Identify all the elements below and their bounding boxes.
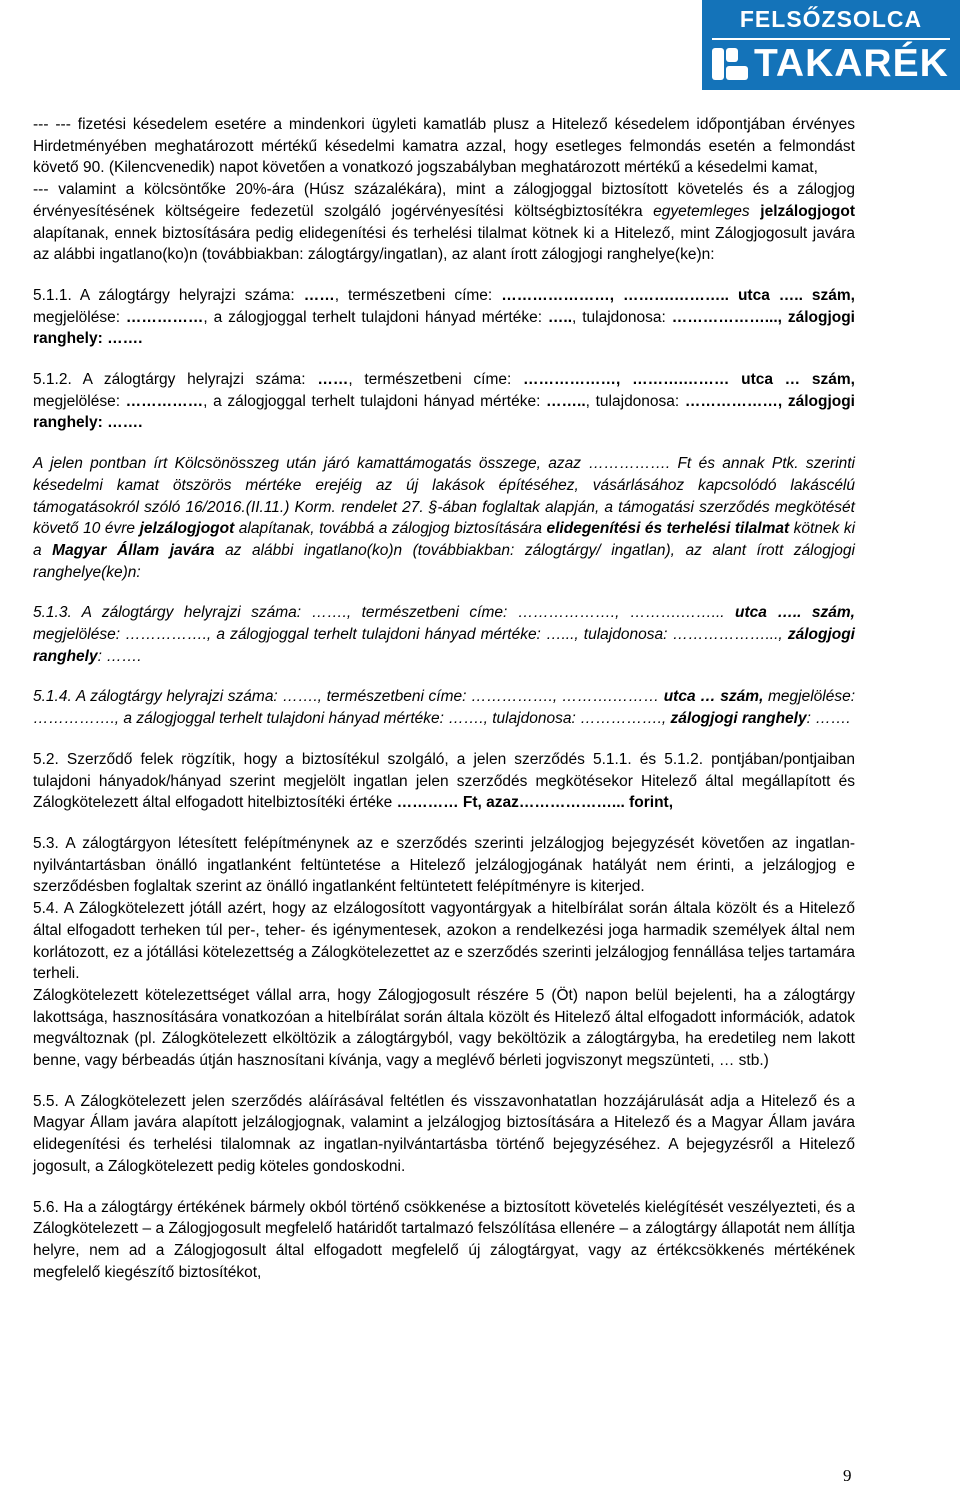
text-italic	[33, 688, 855, 727]
text-bold: ………… Ft, azaz………………... forint,	[396, 794, 674, 812]
text: : …….	[806, 710, 851, 728]
text: 5.1.3. A zálogtárgy helyrajzi száma: ……., természetbeni címe: ………………., ……….……...	[33, 604, 736, 622]
text-bold: ……..	[546, 392, 586, 410]
paragraph-5-1-4	[33, 686, 855, 729]
text: --- --- fizetési késedelem esetére a mindenkori ügyleti kamatláb plusz a Hitelező késedelem időpontjában érvényes Hirdetményében meghatározott mértékű késedelmi kamatra azzal, hogy esetleges felmondás esetén a felmondást követő 90. (Kilencvenedik) napot követően a vonatkozó jogszabályban meghatározott mértékű a késedelmi kamat,	[33, 116, 855, 177]
paragraph-penalty-interest	[33, 114, 855, 266]
logo-divider	[712, 38, 950, 40]
text: 5.1.4. A zálogtárgy helyrajzi száma: ……., természetbeni címe: ……………., ……….………	[33, 688, 664, 706]
text-bold: ……………	[125, 392, 204, 410]
logo-row	[710, 44, 956, 84]
text: 5.1.1. A zálogtárgy helyrajzi száma:	[33, 286, 304, 304]
document-body	[33, 114, 855, 1283]
text-bold: ………………, zálogjogi ranghely: …….	[33, 392, 855, 432]
logo-line-1: FELSŐZSOLCA	[739, 6, 923, 32]
text-bold: elidegenítési és terhelési tilalmat	[546, 520, 790, 538]
text-bold: …..	[547, 308, 573, 326]
text: alapítanak, ennek biztosítására pedig elidegenítési és terhelési tilalmat kötnek ki a Hitelező, mint Zálogjogosult javára az alábbi ingatlano(ko)n (továbbiakban: zálogtárgy/ingatlan), az alant írott zálogjogi ranghelye(ke)n:	[33, 224, 855, 264]
text: 5.1.2. A zálogtárgy helyrajzi száma:	[33, 371, 318, 389]
paragraph-5-1-2	[33, 369, 855, 434]
text-bold: ………………..., zálogjogi ranghely: …….	[33, 308, 855, 348]
paragraph-5-1-3	[33, 602, 855, 667]
text: , tulajdonosa:	[585, 392, 685, 410]
paragraph-interest-subsidy	[33, 453, 855, 583]
text: , természetbeni címe:	[334, 286, 502, 304]
text: A jelen pontban írt Kölcsönösszeg után járó kamattámogatás összege, azaz ……………. Ft és annak Ptk. szerinti késedelmi kamat ötszörös mértéke erejéig az új lakások építéséhez, vásárlásához kapcsolódó lakáscélú támogatásokról szóló 16/2016.(II.11.) Korm. rendelet 27. §-ában foglaltak alapján, a támogatási szerződés megkötését követő 10 évre	[33, 455, 855, 538]
text-bold: zálogjogi ranghely	[33, 626, 855, 665]
paragraph-5-6: 5.6. Ha a zálogtárgy értékének bármely okból történő csökkenése a biztosított követelés kielégítését veszélyezteti, és a Zálogkötelezett – a Zálogjogosult megfelelő határidőt tartalmazó felszólítása ellenére – a zálogtárgy állapotát nem állítja helyre, nem ad a Zálogjogosult által elfogadott megfelelő új zálogtárgyat, vagy az értékcsökkenés mértékének megfelelő kiegészítő biztosítékot,	[33, 1198, 855, 1281]
text-bold: utca … szám,	[663, 688, 764, 706]
paragraph-5-5: 5.5. A Zálogkötelezett jelen szerződés aláírásával feltétlen és visszavonhatatlan hozzájárulását adja a Hitelező és a Magyar Állam javára alapított jelzálogjognak, valamint a jelzálogjog biztosítására a Hitelező és a Magyar Állam javára elidegenítési és terhelési tilalomnak az ingatlan-nyilvántartásba történő bejegyzéséhez. A bejegyzésről a Hitelező jogosult, a Zálogkötelezett pedig köteles gondoskodni.	[33, 1092, 855, 1175]
text-bold: ……………	[125, 308, 204, 326]
text-bold: ………………, ……….……… utca … szám,	[523, 371, 855, 389]
paragraph-5-4: 5.4. A Zálogkötelezett jótáll azért, hogy az elzálogosított vagyontárgyak a hitelbírálat során általa közölt és a Hitelező által elfogadott terheken túl per-, teher- és igénymentesek, azokon a rendelkezési joga harmadik személyek által nem korlátozott, ez a jótállási kötelezettség a Zálogkötelezettet az e szerződés szerinti jelzálogjog fennállása teljes tartamára terheli.	[33, 900, 855, 983]
text: , a zálogjoggal terhelt tulajdoni hányad mértéke:	[203, 308, 548, 326]
text-italic	[33, 604, 855, 664]
text-bold: jelzálogjogot	[760, 202, 856, 220]
text: megjelölése:	[33, 392, 126, 410]
text: az alábbi ingatlano(ko)n (továbbiakban: zálogtárgy/ ingatlan), az alant írott zálogjogi ranghelye(ke)n:	[33, 541, 855, 581]
text-bold: zálogjogi ranghely	[670, 710, 807, 728]
paragraph-5-1-1	[33, 285, 855, 350]
text: alapítanak, továbbá a zálogjog biztosítására	[234, 520, 547, 538]
bank-logo	[702, 0, 960, 90]
paragraph-5-4-continued: Zálogkötelezett kötelezettséget vállal arra, hogy Zálogjogosult részére 5 (Öt) napon belül bejelenti, ha a zálogtárgy lakottsága, hasznosítására vonatkozóan a hitelbírálat során általa közölt és Hitelező által elfogadott információk, adatok megváltoznak (pl. Zálogkötelezett elköltözik a zálogtárgyból, vagy beköltözik a zálogtárgyba, ha eredetileg nem lakott benne, vagy bérbeadás útján hasznosítani kívánja, vagy a meglévő bérleti jogviszonyt megszünteti, … stb.)	[33, 986, 855, 1070]
text-bold: jelzálogjogot	[139, 520, 235, 538]
page-number: 9	[843, 1466, 852, 1485]
logo-mark-icon	[710, 44, 750, 84]
text-italic	[33, 455, 855, 581]
text: , a zálogjoggal terhelt tulajdoni hányad mértéke:	[203, 392, 547, 410]
text: 5.2. Szerződő felek rögzítik, hogy a biztosítékul szolgáló, a jelen szerződés 5.1.1. és 5.1.2. pontjában/pontjaiban tulajdoni hányadok/hányad szerint megjelölt ingatlan jelen szerződés megkötésekor Hitelező által megállapított és Zálogkötelezett által elfogadott hitelbiztosítéki értéke	[33, 750, 855, 812]
text-bold: utca ….. szám,	[735, 604, 855, 622]
text: megjelölése:	[33, 308, 126, 326]
paragraph-5-2	[33, 749, 855, 814]
text: , tulajdonosa:	[572, 308, 672, 326]
text-bold: ……	[317, 371, 349, 389]
text-italic: egyetemleges	[653, 202, 750, 220]
text: megjelölése: ……………., a zálogjoggal terhelt tulajdoni hányad mértéke: ……., tulajdonosa: …………….,	[33, 688, 856, 728]
text: : …….	[97, 647, 142, 665]
text	[750, 203, 761, 220]
logo-line-2: TAKARÉK	[754, 42, 949, 85]
text: kötnek ki a	[33, 520, 856, 559]
text: , természetbeni címe:	[348, 371, 524, 389]
text-bold: ……	[303, 286, 335, 304]
text-bold: Magyar Állam javára	[52, 541, 215, 559]
text: megjelölése: ……………., a zálogjoggal terhelt tulajdoni hányad mértéke: …..., tulajdonosa: ………………...,	[33, 626, 788, 644]
text-bold: …………………, ……….……….. utca ….. szám,	[501, 286, 855, 304]
text: --- valamint a kölcsöntőke 20%-ára (Húsz százalékára), mint a zálogjoggal biztosított követelés és a zálogjog érvényesítésének költségeire fedezetül szolgáló jogérvényesítési költségbiztosítékra	[33, 181, 855, 220]
paragraph-5-3: 5.3. A zálogtárgyon létesített felépítménynek az e szerződés szerinti jelzálogjog bejegyzését követően az ingatlan-nyilvántartásban önálló ingatlanként feltüntetése a Hitelező jelzálogjogának hatályát nem érinti, a jelzálogjog e szerződésben foglaltak szerint az önálló ingatlanként feltüntetett felépítményre is kiterjed.	[33, 834, 855, 896]
